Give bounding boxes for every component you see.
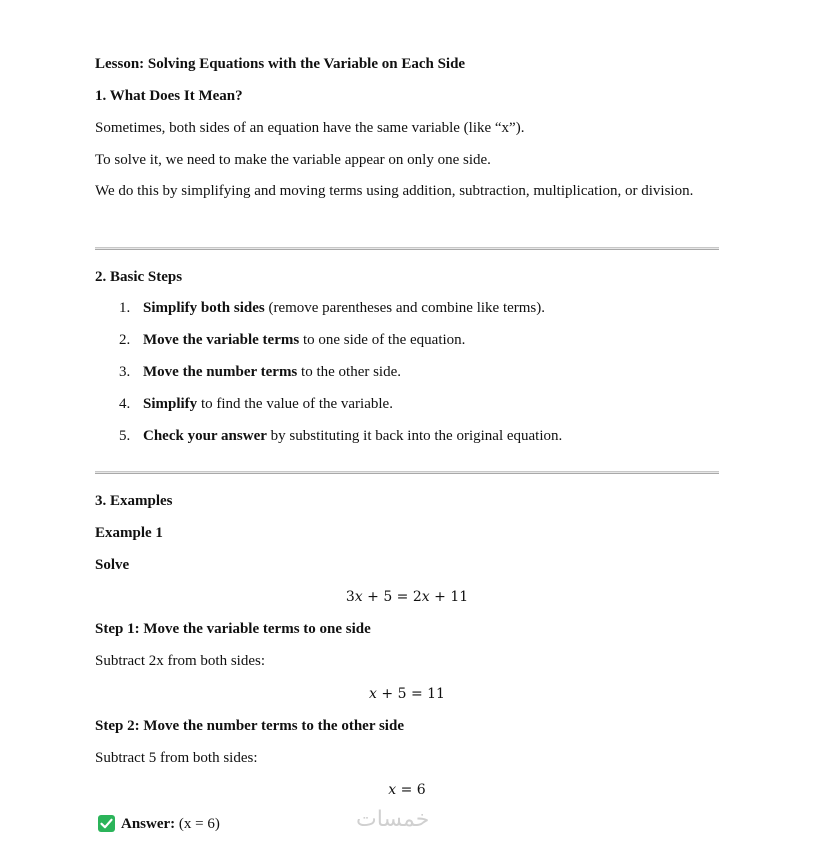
section2-heading: 2. Basic Steps	[95, 269, 183, 285]
example-title: Example 1	[95, 525, 163, 541]
basic-steps-list	[95, 298, 719, 458]
section3-heading: 3. Examples	[95, 493, 173, 509]
section-divider	[95, 471, 719, 474]
answer-line: Answer: (x = 6)	[121, 816, 220, 832]
step1-heading: Step 1: Move the variable terms to one side	[95, 621, 371, 637]
equation-step1: x + 5 = 11	[369, 686, 445, 702]
watermark-logo: خمسات	[356, 807, 430, 832]
section1-paragraph-2: To solve it, we need to make the variable appear on only one side.	[95, 152, 491, 168]
step1-text: Subtract 2x from both sides:	[95, 653, 265, 669]
lesson-title: Lesson: Solving Equations with the Variable on Each Side	[95, 56, 466, 72]
check-mark-icon	[98, 815, 115, 832]
equation-step2: x = 6	[388, 782, 426, 798]
list-item: 4. Simplify to find the value of the variable.	[119, 396, 393, 412]
list-item: 2. Move the variable terms to one side of the equation.	[119, 332, 466, 348]
list-item: 3. Move the number terms to the other side.	[119, 364, 402, 380]
section1-heading: 1. What Does It Mean?	[95, 88, 243, 104]
list-item: 5. Check your answer by substituting it back into the original equation.	[119, 428, 563, 444]
step2-text: Subtract 5 from both sides:	[95, 750, 258, 766]
section-divider	[95, 247, 719, 250]
section1-paragraph-3: We do this by simplifying and moving terms using addition, subtraction, multiplication, or division.	[95, 183, 694, 199]
step2-heading: Step 2: Move the number terms to the other side	[95, 718, 404, 734]
section1-paragraph-1: Sometimes, both sides of an equation have the same variable (like “x”).	[95, 120, 525, 136]
solve-label: Solve	[95, 557, 130, 573]
equation-original: 3x + 5 = 2x + 11	[345, 589, 469, 605]
list-item: 1. Simplify both sides (remove parentheses and combine like terms).	[119, 300, 546, 316]
